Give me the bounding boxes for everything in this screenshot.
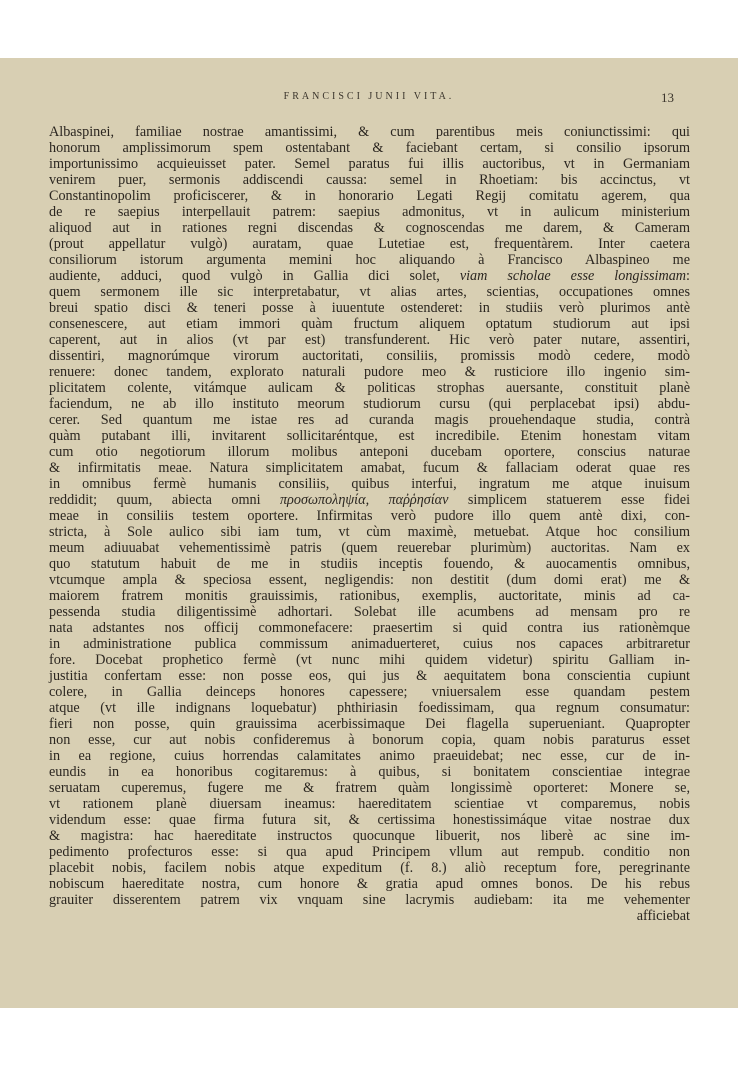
text-line: faciendum, ne ab illo instituto meorum studiorum cursu (qui perplacebat ipsi) abdu- <box>49 396 690 412</box>
text-line: atque (vt ille indignans loquebatur) phthiriasin foedissimam, qua regnum consumatur: <box>49 700 690 716</box>
text-line: honorum amplissimorum spem ostentabant & faciebant certam, si consilio ipsorum <box>49 140 690 156</box>
text-line: consiliorum istorum argumenta memini hoc aliquando à Francisco Albaspineo me <box>49 252 690 268</box>
running-head <box>0 91 738 107</box>
text-line: quàm putabant illi, invitarent sollicitaréntque, est incredibile. Etenim honestam vitam <box>49 428 690 444</box>
text-line: justitia confertam esse: non posse eos, qui jus & aequitatem bona conscientia cupiunt <box>49 668 690 684</box>
text-line: renuere: donec tandem, explorato naturali pudore meo & rusticiore illo ingenio sim- <box>49 364 690 380</box>
text-line: pedimento profecturos esse: si qua apud Principem vllum aut rempub. conditio non <box>49 844 690 860</box>
book-page <box>0 58 738 1008</box>
text-line: Constantinopolim proficiscerer, & in honorario Legati Regij comitatu agerem, qua <box>49 188 690 204</box>
text-line: videndum esse: quae firma futura sit, & certissima honestissimáque vitae nostrae dux <box>49 812 690 828</box>
text-line: stricta, à Sole aulico sibi iam tum, vt cùm maximè, metuebat. Atque hoc consilium <box>49 524 690 540</box>
text-line: maiorem fratrem monitis grauissimis, rationibus, exemplis, auctoritate, minis ad ca- <box>49 588 690 604</box>
text-line <box>49 492 690 508</box>
text-segment: reddidit; quum, abiecta omni <box>49 492 261 508</box>
text-line: quem sermonem ille sic interpretabatur, vt alias artes, scientias, occupationes omnes <box>49 284 690 300</box>
page-number: 13 <box>661 90 674 105</box>
running-title: FRANCISCI JUNII VITA. <box>283 91 455 102</box>
text-line: plicitatem colente, vitámque aulicam & politicas strophas auersante, constituit planè <box>49 380 690 396</box>
text-line: de re saepius interpellauit patrem: saepius admonitus, vt in aulicum ministerium <box>49 204 690 220</box>
text-line: aliquod aut in rationes regni discendas & cognoscendas me darem, & Cameram <box>49 220 690 236</box>
text-line: vtcumque ampla & speciosa essent, negligendis: non destitit (dum domi erat) me & <box>49 572 690 588</box>
text-line: cerer. Sed quantum me istae res ad curanda magis prouehendaque studia, contrà <box>49 412 690 428</box>
text-line: eundis in ea honoribus cogitaremus: à quibus, si bonitatem conscientiae integrae <box>49 764 690 780</box>
text-line: pessenda studia diligentissimè adhortari. Solebat ille acumbens ad mensam pro re <box>49 604 690 620</box>
text-line: venirem puer, sermonis addiscendi caussa: semel in Rhoetiam: bis accinctus, vt <box>49 172 690 188</box>
text-line: nobiscum haereditate nostra, cum honore & gratia apud omnes bonos. De his rebus <box>49 876 690 892</box>
text-line: grauiter disserentem patrem vix vnquam sine lacrymis audiebam: ita me vehementer <box>49 892 690 908</box>
text-segment: : <box>686 268 690 284</box>
text-line: in ea regione, cuius horrendas calamitates animo praeuidebat; nec esse, cur de in- <box>49 748 690 764</box>
italic-phrase: viam scholae esse longissimam <box>459 268 687 284</box>
text-segment: simplicem statuerem esse fidei <box>467 492 691 508</box>
text-line: & infirmitatis meae. Natura simplicitatem amabat, fucum & fallaciam oderat quae res <box>49 460 690 476</box>
text-line: breui spatio disci & teneri posse à iuuentute ostenderet: in studiis verò plurimos antè <box>49 300 690 316</box>
text-line: in omnibus fermè humanis consiliis, quibus interfui, ingratum me atque inuisum <box>49 476 690 492</box>
text-line: Albaspinei, familiae nostrae amantissimi, & cum parentibus meis coniunctissimi: qui <box>49 124 690 140</box>
text-line <box>49 268 690 284</box>
text-line: caperent, aut in alios (vt par est) transfunderent. Hic verò pater nutare, assentiri, <box>49 332 690 348</box>
text-line: consenescere, aut etiam immori quàm fructum aliquem optatum studiorum aut ipsi <box>49 316 690 332</box>
text-line: vt rationem planè diuersam ineamus: haereditatem scientiae vt comparemus, nobis <box>49 796 690 812</box>
greek-phrase: προσωποληψία, παῤῥησίαν <box>279 492 449 508</box>
text-line: & magistra: hac haereditate instructos quocunque libuerit, nos liberè ac sine im- <box>49 828 690 844</box>
text-line: in administratione publica commissum animaduerteret, cuius nos capaces arbitraretur <box>49 636 690 652</box>
body-text <box>49 124 690 924</box>
text-line: dissentiri, magnorúmque virorum auctoritati, consiliis, promissis modò cedere, modò <box>49 348 690 364</box>
catchword: afficiebat <box>636 908 690 924</box>
text-segment: audiente, adduci, quod vulgò in Gallia dici solet, <box>49 268 440 284</box>
text-line: importunissimo acquieuisset pater. Semel paratus fui illis auctoribus, vt in Germaniam <box>49 156 690 172</box>
text-line: quo statutum habuit de me in studiis inceptis fouendo, & auocamentis omnibus, <box>49 556 690 572</box>
text-line: cum otio negotiorum illorum molibus anteponi ducebam oportere, conscius naturae <box>49 444 690 460</box>
text-line: fore. Docebat prophetico fermè (vt nunc mihi quidem videtur) spiritu Galliam in- <box>49 652 690 668</box>
text-line: meum adiuuabat vehementissimè patris (quem reuerebar plurimùm) auctoritas. Nam ex <box>49 540 690 556</box>
text-line: nata adstantes nos officij commonefacere: praesertim si quid contra ius rationèmque <box>49 620 690 636</box>
text-line: non esse, cur aut nobis confideremus à bonorum copia, quam nobis paraturus esset <box>49 732 690 748</box>
text-line: placebit nobis, facilem nobis atque expeditum (f. 8.) aliò receptum fore, peregrinante <box>49 860 690 876</box>
text-line: fieri non posse, quin grauissima acerbissimaque Dei flagella superueniant. Quapropter <box>49 716 690 732</box>
text-line: (prout appellatur vulgò) auratam, quae Lutetiae est, frequentàrem. Inter caetera <box>49 236 690 252</box>
text-line: meae in consiliis testem oportere. Infirmitas verò pudore illo quem antè dixi, con- <box>49 508 690 524</box>
text-line: seruatam cuperemus, fugere me & fratrem quàm longissimè oporteret: Monere se, <box>49 780 690 796</box>
text-line: colere, in Gallia deinceps honores capessere; vniuersalem esse quandam pestem <box>49 684 690 700</box>
